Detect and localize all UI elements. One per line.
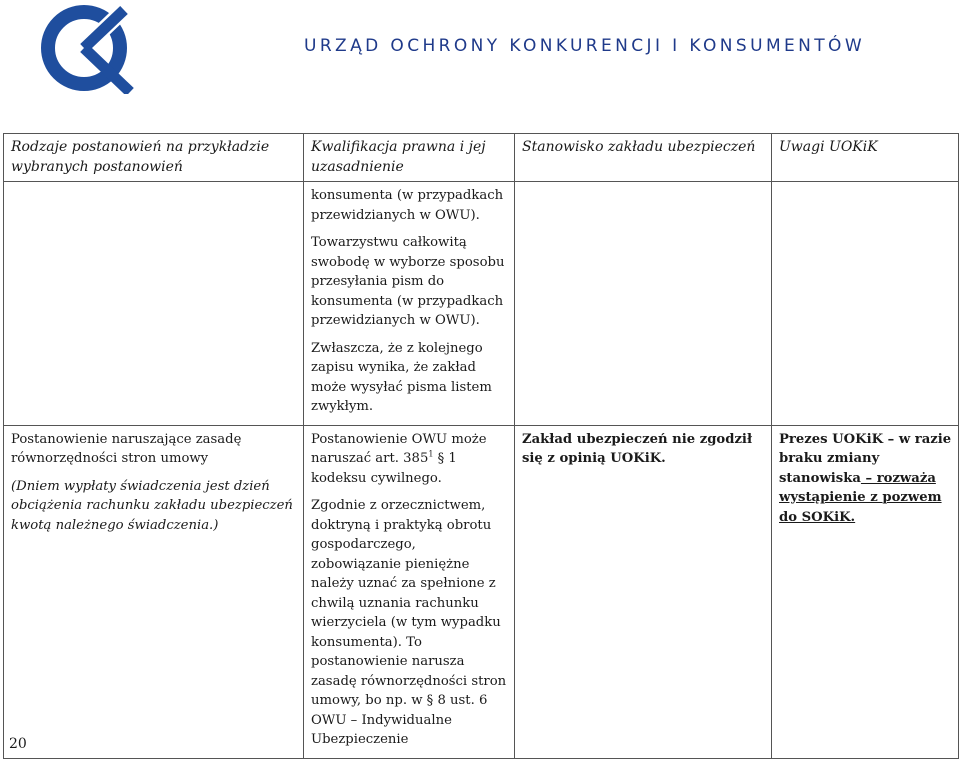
header-cell-stanowisko: Stanowisko zakładu ubezpieczeń <box>515 134 772 182</box>
table-row <box>4 425 959 758</box>
row1-col4 <box>772 182 959 426</box>
page-header <box>0 0 960 100</box>
legal-reference-text-end: § 1 kodeksu cywilnego. <box>311 451 457 486</box>
legal-reference-text: Postanowienie OWU może naruszać art. 385 <box>311 431 487 466</box>
row1-col3 <box>515 182 772 426</box>
row1-col2 <box>304 182 515 426</box>
uokik-logo-icon <box>38 2 138 94</box>
organization-name: URZĄD OCHRONY KONKURENCJI I KONSUMENTÓW <box>304 36 866 56</box>
row1-col2-paragraph: Zwłaszcza, że z kolejnego zapisu wynika, że zakład może wysyłać pisma listem zwykłym. <box>311 340 492 414</box>
legal-reference-superscript: 1 <box>428 449 434 459</box>
row2-col3 <box>515 425 772 758</box>
header-cell-kwalifikacja: Kwalifikacja prawna i jej uzasadnienie <box>304 134 515 182</box>
table-header-row <box>4 134 959 182</box>
row2-col2-paragraph <box>311 430 508 489</box>
page-number: 20 <box>9 736 27 752</box>
header-cell-rodzaje: Rodzaje postanowień na przykładzie wybranych postanowień <box>4 134 304 182</box>
row2-col2 <box>304 425 515 758</box>
row2-col4 <box>772 425 959 758</box>
row1-col1 <box>4 182 304 426</box>
header-cell-uwagi: Uwagi UOKiK <box>772 134 959 182</box>
row1-col2-paragraph: Towarzystwu całkowitą swobodę w wyborze sposobu przesyłania pism do konsumenta (w przypadkach przewidzianych w OWU). <box>311 235 505 328</box>
uokik-remark: Prezes UOKiK – w razie braku zmiany stanowiska <box>779 431 952 486</box>
row2-col1 <box>4 425 304 758</box>
postanowienia-table <box>3 133 959 759</box>
row1-col2-paragraph: konsumenta (w przypadkach przewidzianych w OWU). <box>311 188 504 223</box>
uokik-remark-underlined: – rozważa wystąpienie z pozwem do SOKiK. <box>779 470 942 525</box>
row2-col2-paragraph: Zgodnie z orzecznictwem, doktryną i praktyką obrotu gospodarczego, zobowiązanie pieniężne należy uznać za spełnione z chwilą uznania rachunku wierzyciela (w tym wypadku konsumenta). To postanowienie narusza zasadę równorzędności stron umowy, bo np. w § 8 ust. 6 OWU – Indywidualne Ubezpieczenie <box>311 498 507 747</box>
table-row <box>4 182 959 426</box>
row2-quote: (Dniem wypłaty świadczenia jest dzień obciążenia rachunku zakładu ubezpieczeń kwotą należnego świadczenia.) <box>11 478 293 533</box>
row2-title: Postanowienie naruszające zasadę równorzędności stron umowy <box>11 431 242 466</box>
insurer-position: Zakład ubezpieczeń nie zgodził się z opinią UOKiK. <box>522 431 753 466</box>
